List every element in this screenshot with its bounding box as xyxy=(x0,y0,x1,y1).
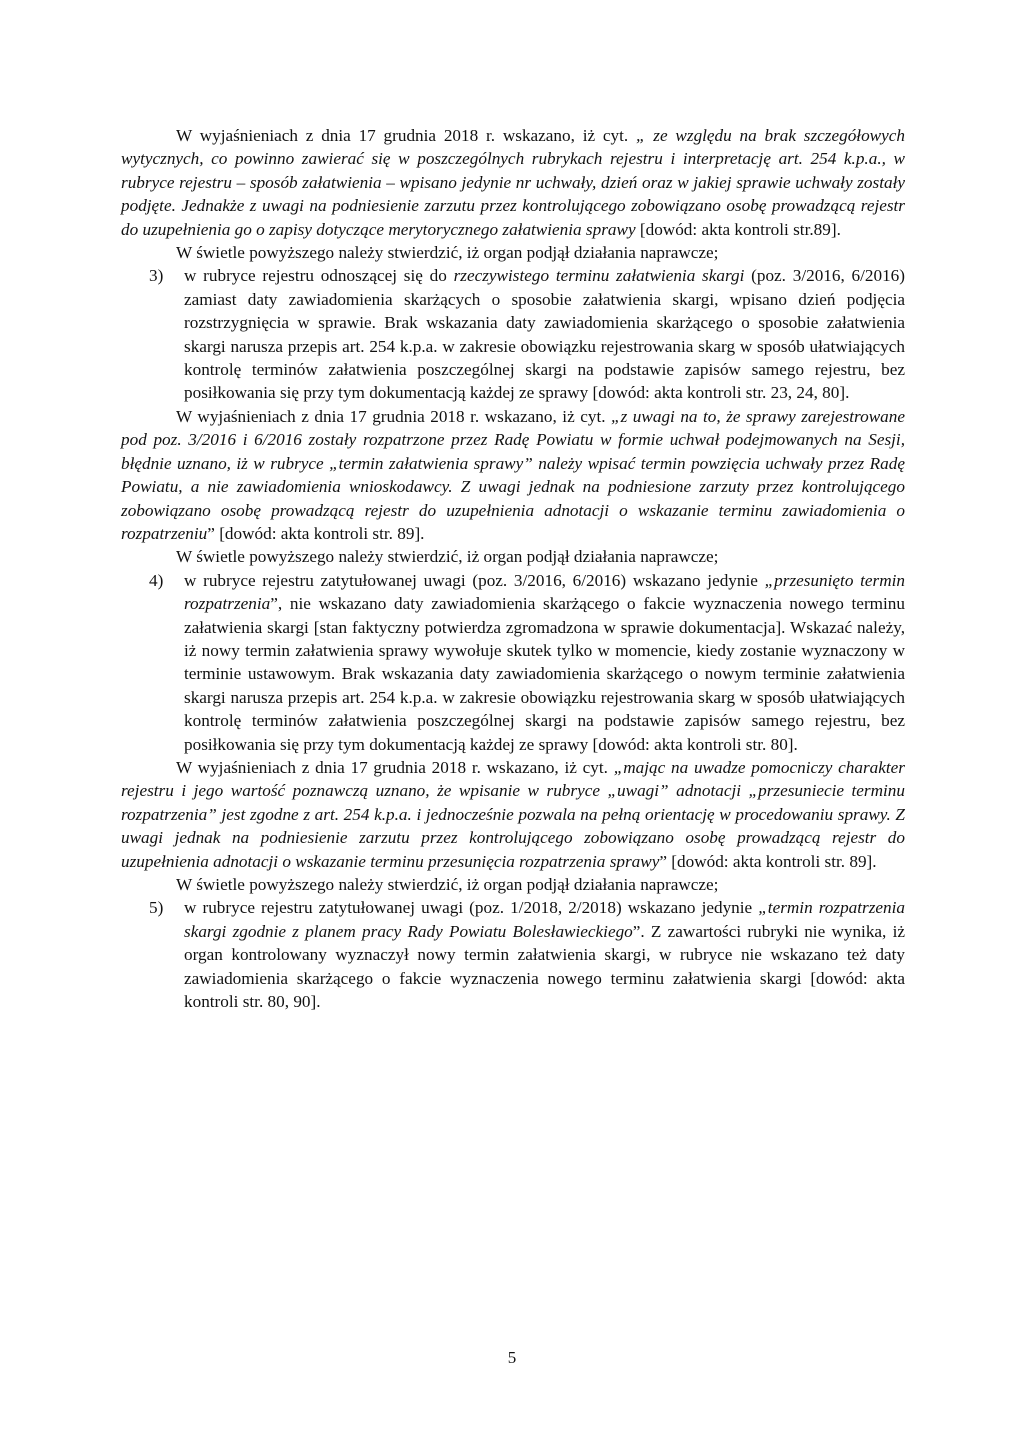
text-run: W wyjaśnieniach z dnia 17 grudnia 2018 r. wskazano, iż cyt. xyxy=(176,406,612,426)
page-body xyxy=(121,124,905,1013)
paragraph-explanation-3 xyxy=(121,756,905,873)
emphasis-run: rzeczywistego terminu załatwienia skargi xyxy=(453,266,745,286)
text-run: W świetle powyższego należy stwierdzić, iż organ podjął działania naprawcze; xyxy=(176,243,719,263)
text-run: w rubryce rejestru zatytułowanej uwagi (poz. 3/2016, 6/2016) wskazano jedynie xyxy=(184,570,765,590)
paragraph-conclusion-3 xyxy=(121,873,905,896)
page-number: 5 xyxy=(507,1348,517,1367)
text-run: ”. Z zawartości rubryki nie wynika, iż organ kontrolowany wyznaczył nowy termin załatwienia skargi, w rubryce nie wskazano też daty zawiadomienia skarżącego o fakcie wyznaczenia nowego terminu załatwienia skargi [dowód: akta kontroli str. 80, 90]. xyxy=(184,921,905,1012)
evidence-reference: ” [dowód: akta kontroli str. 89]. xyxy=(659,851,877,871)
emphasis-run: „termin rozpatrzenia skargi zgodnie z planem pracy Rady Powiatu Bolesławieckiego xyxy=(184,898,905,941)
quoted-explanation: „z uwagi na to, że sprawy zarejestrowane pod poz. 3/2016 i 6/2016 zostały rozpatrzone przez Radę Powiatu w formie uchwał podejmowanych na Sesji, błędnie uznano, iż w rubryce „termin załatwienia sprawy” należy wpisać termin powzięcia uchwały przez Radę Powiatu, a nie zawiadomienia wnioskodawcy. Z uwagi jednak na podniesione zarzuty przez kontrolującego zobowiązano osobę prowadzącą rejestr do uzupełnienia adnotacji o wskazanie terminu zawiadomienia o rozpatrzeniu xyxy=(121,406,905,543)
text-run: W wyjaśnieniach z dnia 17 grudnia 2018 r. wskazano, iż cyt. xyxy=(176,757,614,777)
paragraph-explanation-1 xyxy=(121,124,905,241)
evidence-reference: [dowód: akta kontroli str.89]. xyxy=(635,219,841,239)
text-run: W wyjaśnieniach z dnia 17 grudnia 2018 r. wskazano, iż cyt. xyxy=(176,126,636,145)
list-item-3 xyxy=(121,264,905,404)
text-run: (poz. 3/2016, 6/2016) zamiast daty zawiadomienia skarżących o sposobie załatwienia skargi, wpisano dzień podjęcia rozstrzygnięcia w sprawie. Brak wskazania daty zawiadomienia skarżącego o sposobie załatwienia skargi narusza przepis art. 254 k.p.a. w zakresie obowiązku rejestrowania skarg w sposób ułatwiających kontrolę terminów załatwienia poszczególnej skargi na podstawie zapisów samego rejestru, bez posiłkowania się przy tym dokumentacją każdej ze sprawy [dowód: akta kontroli str. 23, 24, 80]. xyxy=(184,266,905,403)
emphasis-run: „przesunięto termin rozpatrzenia xyxy=(184,570,905,614)
quoted-explanation: „mając na uwadze pomocniczy charakter rejestru i jego wartość poznawczą uznano, że wpisanie w rubryce „uwagi” adnotacji „przesuniecie terminu rozpatrzenia” jest zgodne z art. 254 k.p.a. i jednocześnie pozwala na pełną orientację w procedowaniu sprawy. Z uwagi jednak na podniesienie zarzutu przez kontrolującego zobowiązano osobę prowadzącą rejestr do uzupełnienia adnotacji o wskazanie terminu przesunięcia rozpatrzenia sprawy xyxy=(121,757,905,871)
list-number: 4) xyxy=(149,570,164,590)
text-run: w rubryce rejestru zatytułowanej uwagi (poz. 1/2018, 2/2018) wskazano jedynie xyxy=(184,898,759,918)
text-run: ”, nie wskazano daty zawiadomienia skarżącego o fakcie wyznaczenia nowego terminu załatwienia skargi [stan faktyczny potwierdza zgromadzona w sprawie dokumentacja]. Wskazać należy, iż nowy termin załatwienia sprawy wywołuje skutek tylko w momencie, kiedy zostanie wyznaczony w terminie ustawowym. Brak wskazania daty zawiadomienia skarżącego o nowym terminie załatwienia skargi narusza przepis art. 254 k.p.a. w zakresie obowiązku rejestrowania skarg w sposób ułatwiających kontrolę terminów załatwienia poszczególnej skargi na podstawie zapisów samego rejestru, bez posiłkowania się przy tym dokumentacją każdej ze sprawy [dowód: akta kontroli str. 80]. xyxy=(184,594,905,754)
paragraph-conclusion-2 xyxy=(121,545,905,568)
list-item-5 xyxy=(121,896,905,1013)
list-number: 5) xyxy=(149,898,164,918)
text-run: W świetle powyższego należy stwierdzić, iż organ podjął działania naprawcze; xyxy=(176,547,719,567)
evidence-reference: ” [dowód: akta kontroli str. 89]. xyxy=(207,523,425,543)
list-item-4 xyxy=(121,569,905,756)
list-number: 3) xyxy=(149,266,164,286)
text-run: w rubryce rejestru odnoszącej się do xyxy=(184,266,454,286)
quoted-explanation: „ ze względu na brak szczegółowych wytycznych, co powinno zawierać się w poszczególnych rubrykach rejestru i interpretację art. 254 k.p.a., w rubryce rejestru – sposób załatwienia – wpisano jedynie nr uchwały, dzień oraz w jakiej sprawie uchwały zostały podjęte. Jednakże z uwagi na podniesienie zarzutu przez kontrolującego zobowiązano osobę prowadzącą rejestr do uzupełnienia go o zapisy dotyczące merytorycznego załatwienia sprawy xyxy=(121,126,905,239)
text-run: W świetle powyższego należy stwierdzić, iż organ podjął działania naprawcze; xyxy=(176,875,719,894)
paragraph-conclusion-1 xyxy=(121,241,905,264)
paragraph-explanation-2 xyxy=(121,405,905,545)
